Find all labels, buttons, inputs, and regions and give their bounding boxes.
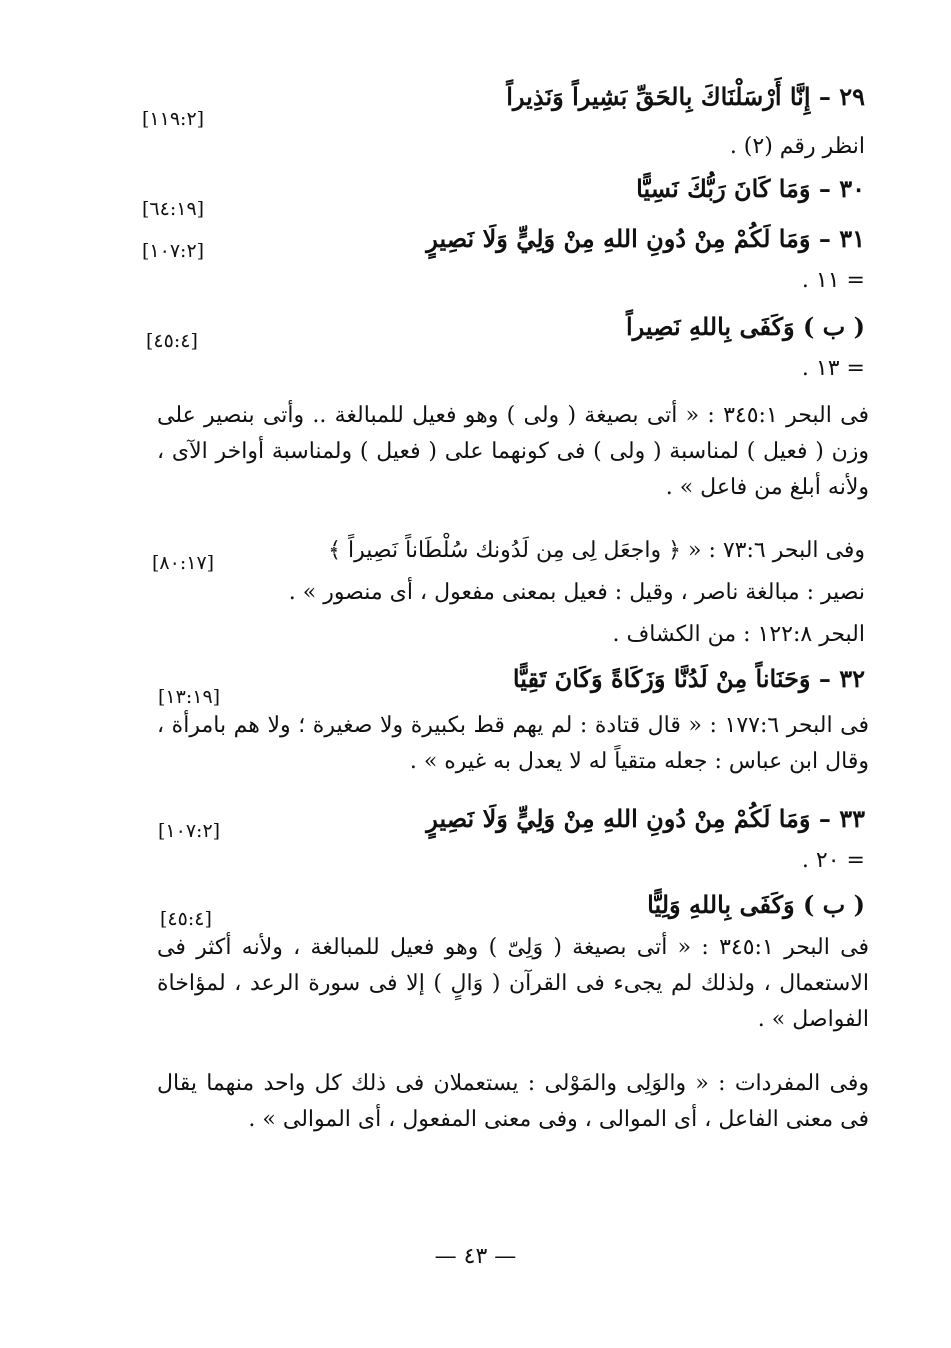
verse-b-waliya: ( ب ) وَكَفَى بِاللهِ وَلِيًّا: [647, 890, 865, 919]
nasir-definition: نصير : مبالغة ناصر ، وقيل : فعيل بمعنى مفعول ، أى منصور » .: [288, 580, 865, 605]
commentary-paragraph-3: فى البحر ١٧٧:٦ : « قال قتادة : لم يهم قط بكبيرة ولا صغيرة ؛ ولا هم بامرأة ، وقال ابن عباس : جعله متقياً له لا يعدل به غيره » .: [157, 713, 869, 774]
equals-note-13: = ١٣ .: [801, 356, 865, 381]
verse-33-reference: [١٠٧:٢]: [158, 820, 221, 842]
verse-31: ٣١ – وَمَا لَكُمْ مِنْ دُونِ اللهِ مِنْ وَلِيٍّ وَلَا نَصِيرٍ: [426, 224, 865, 253]
verse-32-reference: [١٣:١٩]: [158, 686, 221, 708]
cross-reference-note: انظر رقم (٢) .: [729, 134, 865, 159]
commentary-paragraph-2: وفى البحر ٧٣:٦ : « ﴿ واجعَل لِى مِن لَدُونك سُلْطَاناً نَصِيراً ﴾: [328, 538, 865, 563]
commentary-paragraph-1: فى البحر ٣٤٥:١ : « أتى بصيغة ( ولى ) وهو فعيل للمبالغة .. وأتى بنصير على وزن ( فعيل ) لمناسبة ( ولى ) فى كونهما على ( فعيل ) ولمناسبة أواخر الآى ، ولأنه أبلغ من فاعل » .: [157, 403, 869, 500]
commentary-paragraph-5: وفى المفردات : « والوَلِى والمَوْلى : يستعملان فى ذلك كل واحد منهما يقال فى معنى الفاعل ، أى الموالى ، وفى معنى المفعول ، أى الموالى » .: [157, 1071, 869, 1132]
verse-29-reference: [١١٩:٢]: [142, 108, 205, 130]
bahr-source-note: البحر ١٢٢:٨ : من الكشاف .: [612, 622, 865, 647]
verse-b-waliya-reference: [٤٥:٤]: [160, 908, 212, 930]
verse-31-reference: [١٠٧:٢]: [142, 240, 205, 262]
verse-32: ٣٢ – وَحَنَاناً مِنْ لَدُنَّا وَزَكَاةً وَكَانَ تَقِيًّا: [512, 664, 865, 693]
equals-note-11: = ١١ .: [801, 268, 865, 293]
verse-30: ٣٠ – وَمَا كَانَ رَبُّكَ نَسِيًّا: [636, 174, 865, 203]
equals-note-20: = ٢٠ .: [801, 848, 865, 873]
commentary-2-reference: [٨٠:١٧]: [152, 552, 215, 574]
verse-30-reference: [٦٤:١٩]: [142, 198, 205, 220]
verse-b-nasira: ( ب ) وَكَفَى بِاللهِ نَصِيراً: [625, 312, 865, 341]
verse-33: ٣٣ – وَمَا لَكُمْ مِنْ دُونِ اللهِ مِنْ وَلِيٍّ وَلَا نَصِيرٍ: [426, 804, 865, 833]
verse-b-nasira-reference: [٤٥:٤]: [146, 330, 198, 352]
verse-29: ٢٩ – إِنَّا أَرْسَلْنَاكَ بِالحَقِّ بَشِيراً وَنَذِيراً: [506, 82, 865, 111]
page-number: — ٤٣ —: [434, 1244, 517, 1269]
commentary-paragraph-4: فى البحر ٣٤٥:١ : « أتى بصيغة ( وَلِىّ ) وهو فعيل للمبالغة ، ولأنه أكثر فى الاستعمال ، ولذلك لم يجىء فى القرآن ( وَالٍ ) إلا فى سورة الرعد ، لمؤاخاة الفواصل » .: [157, 935, 869, 1032]
